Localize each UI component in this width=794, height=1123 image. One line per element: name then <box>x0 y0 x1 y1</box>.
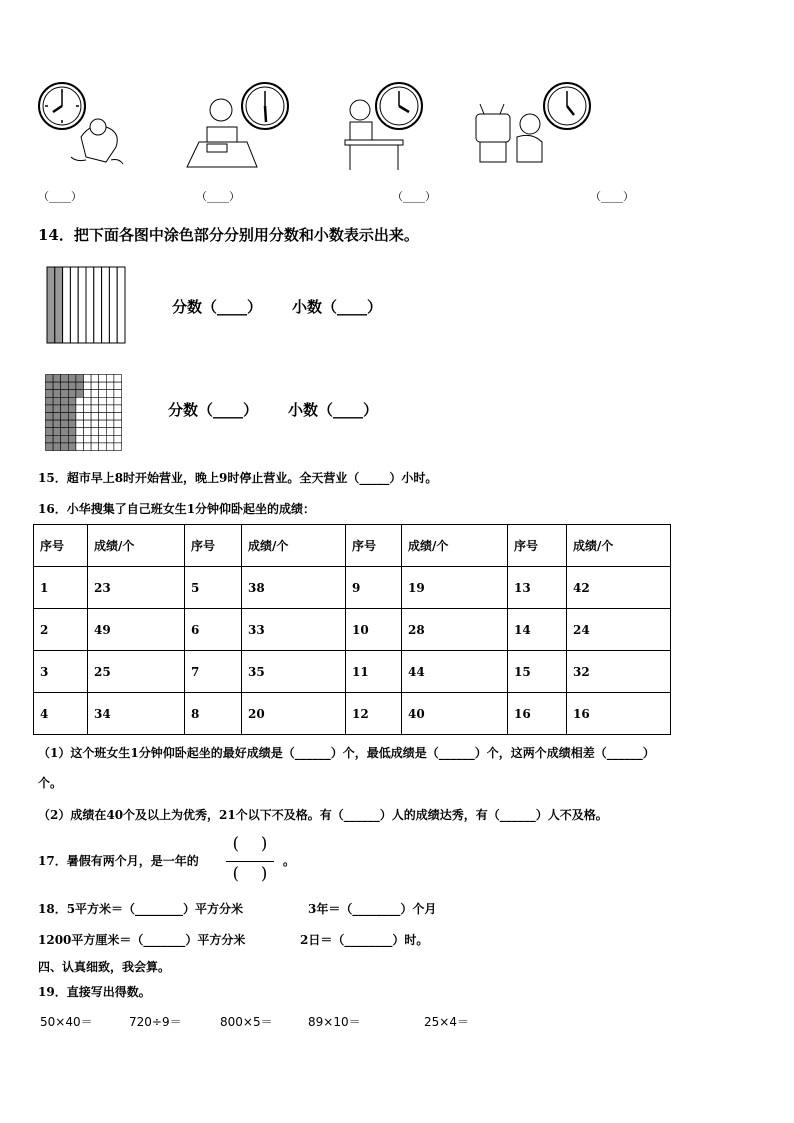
q17-text: 17．暑假有两个月，是一年的 <box>38 854 199 868</box>
grid-cell <box>84 428 92 436</box>
table-row <box>34 567 671 609</box>
grid-cell <box>114 382 122 390</box>
shaded-grid-cell <box>68 375 76 383</box>
grid-figure <box>45 374 123 452</box>
grid-cell <box>99 435 107 443</box>
q19-item[interactable]: 89×10＝ <box>308 1015 361 1029</box>
q16-sub1-line2: 个。 <box>38 776 63 790</box>
q16-title: 16．小华搜集了自己班女生1分钟仰卧起坐的成绩： <box>38 502 316 516</box>
q16-sub2[interactable]: （2）成绩在40个及以上为优秀，21个以下不及格。有（______）人的成绩达秀，有（______）人不及格。 <box>38 808 608 822</box>
clock-answer-3[interactable]: （____） <box>392 190 436 203</box>
strip <box>102 267 110 343</box>
q17-numerator[interactable]: ( ) <box>232 834 268 854</box>
shaded-grid-cell <box>53 413 61 421</box>
table-cell: 8 <box>185 693 242 735</box>
grid-cell <box>76 413 84 421</box>
shaded-grid-cell <box>53 435 61 443</box>
table-cell: 40 <box>402 693 508 735</box>
table-cell: 38 <box>242 567 346 609</box>
table-cell: 10 <box>346 609 402 651</box>
header-cell: 成绩/个 <box>88 525 185 567</box>
q14-row1-fraction[interactable]: 分数（____） <box>172 298 263 316</box>
shaded-grid-cell <box>61 390 69 398</box>
clock-picture-3 <box>340 82 430 172</box>
grid-cell <box>84 413 92 421</box>
shaded-grid-cell <box>68 405 76 413</box>
grid-cell <box>84 390 92 398</box>
q19-item[interactable]: 800×5＝ <box>220 1015 273 1029</box>
grid-cell <box>106 413 114 421</box>
table-cell: 35 <box>242 651 346 693</box>
q14-row1-decimal[interactable]: 小数（____） <box>292 298 383 316</box>
shaded-grid-cell <box>61 428 69 436</box>
grid-cell <box>76 435 84 443</box>
shaded-strips-figure <box>46 266 126 344</box>
grid-cell <box>91 390 99 398</box>
grid-cell <box>114 443 122 451</box>
shaded-grid-cell <box>68 443 76 451</box>
shaded-grid-cell <box>46 428 54 436</box>
q17-end: 。 <box>283 854 296 868</box>
table-cell: 34 <box>88 693 185 735</box>
header-cell: 序号 <box>185 525 242 567</box>
strip <box>117 267 125 343</box>
shaded-grid-cell <box>46 382 54 390</box>
grid-cell <box>99 405 107 413</box>
grid-cell <box>106 390 114 398</box>
grid-cell <box>84 435 92 443</box>
strip <box>78 267 86 343</box>
shaded-grid-cell <box>53 382 61 390</box>
table-cell: 12 <box>346 693 402 735</box>
shaded-grid-cell <box>61 435 69 443</box>
shaded-grid-cell <box>53 390 61 398</box>
q17-fraction[interactable] <box>222 834 278 890</box>
table-header-row <box>34 525 671 567</box>
grid-cell <box>76 420 84 428</box>
grid-cell <box>106 375 114 383</box>
header-cell: 序号 <box>508 525 567 567</box>
strip <box>94 267 102 343</box>
table-cell: 33 <box>242 609 346 651</box>
grid-cell <box>106 397 114 405</box>
shaded-grid-cell <box>68 382 76 390</box>
grid-cell <box>99 420 107 428</box>
clock-picture-1 <box>36 82 136 172</box>
q19-items <box>40 1013 500 1033</box>
shaded-grid-cell <box>53 428 61 436</box>
table-cell: 32 <box>567 651 671 693</box>
table-cell: 42 <box>567 567 671 609</box>
grid-cell <box>114 375 122 383</box>
table-cell: 20 <box>242 693 346 735</box>
header-cell: 成绩/个 <box>242 525 346 567</box>
table-cell: 23 <box>88 567 185 609</box>
grid-cell <box>106 420 114 428</box>
grid-cell <box>91 397 99 405</box>
shaded-grid-cell <box>61 397 69 405</box>
grid-cell <box>114 390 122 398</box>
shaded-grid-cell <box>76 390 84 398</box>
grid-cell <box>114 420 122 428</box>
grid-cell <box>106 443 114 451</box>
grid-cell <box>106 405 114 413</box>
shaded-grid-cell <box>53 405 61 413</box>
q18-line2-b[interactable]: 2日＝（________）时。 <box>300 933 429 947</box>
table-cell: 1 <box>34 567 88 609</box>
shaded-grid-cell <box>68 413 76 421</box>
clock-icon <box>340 82 430 172</box>
q18-line2-a[interactable]: 1200平方厘米＝（_______）平方分米 <box>38 933 246 947</box>
grid-cell <box>106 382 114 390</box>
shaded-grid-cell <box>46 443 54 451</box>
shaded-grid-cell <box>68 428 76 436</box>
grid-cell <box>84 397 92 405</box>
grid-cell <box>99 375 107 383</box>
strip-figure <box>46 266 126 344</box>
clock-icon <box>472 82 594 172</box>
grid-cell <box>99 382 107 390</box>
grid-cell <box>114 435 122 443</box>
q14-row2-decimal[interactable]: 小数（____） <box>288 401 379 419</box>
grid-cell <box>84 405 92 413</box>
shaded-grid-cell <box>46 390 54 398</box>
header-cell: 成绩/个 <box>567 525 671 567</box>
shaded-grid-cell <box>61 443 69 451</box>
fraction-bar <box>226 861 274 862</box>
grid-cell <box>114 428 122 436</box>
table-cell: 28 <box>402 609 508 651</box>
q19-item[interactable]: 50×40＝ <box>40 1015 93 1029</box>
shaded-grid-cell <box>68 390 76 398</box>
shaded-grid-cell <box>53 375 61 383</box>
table-cell: 19 <box>402 567 508 609</box>
grid-cell <box>91 382 99 390</box>
shaded-grid-figure <box>45 374 123 452</box>
grid-cell <box>76 443 84 451</box>
q18-line1-b[interactable]: 3年＝（________）个月 <box>308 902 437 916</box>
table-cell: 2 <box>34 609 88 651</box>
scores-table <box>33 524 671 735</box>
table-cell: 24 <box>567 609 671 651</box>
table-cell: 25 <box>88 651 185 693</box>
table-cell: 13 <box>508 567 567 609</box>
grid-cell <box>99 397 107 405</box>
q18-line1-a[interactable]: 18．5平方米＝（________）平方分米 <box>38 902 244 916</box>
section4-heading: 四、认真细致，我会算。 <box>38 960 171 974</box>
grid-cell <box>76 405 84 413</box>
grid-cell <box>99 413 107 421</box>
clock-answer-1[interactable]: （____） <box>38 190 82 203</box>
shaded-grid-cell <box>68 420 76 428</box>
clock-picture-4 <box>472 82 594 172</box>
q19-item[interactable]: 25×4＝ <box>424 1015 469 1029</box>
clock-icon <box>36 82 136 172</box>
shaded-strip <box>55 267 63 343</box>
q14-row2-fraction[interactable]: 分数（____） <box>168 401 259 419</box>
table-row <box>34 609 671 651</box>
grid-cell <box>91 435 99 443</box>
table-cell: 14 <box>508 609 567 651</box>
grid-cell <box>91 413 99 421</box>
grid-cell <box>91 405 99 413</box>
table-cell: 6 <box>185 609 242 651</box>
grid-cell <box>99 428 107 436</box>
strip <box>109 267 117 343</box>
header-cell: 序号 <box>346 525 402 567</box>
table-cell: 16 <box>567 693 671 735</box>
q19-item[interactable]: 720÷9＝ <box>129 1015 182 1029</box>
table-cell: 9 <box>346 567 402 609</box>
grid-cell <box>84 443 92 451</box>
q14-title: 14．把下面各图中涂色部分分别用分数和小数表示出来。 <box>38 226 419 244</box>
table-row <box>34 651 671 693</box>
shaded-grid-cell <box>53 443 61 451</box>
grid-cell <box>91 428 99 436</box>
q15-text: 15．超市早上8时开始营业，晚上9时停止营业。全天营业（_____）小时。 <box>38 471 438 485</box>
table-cell: 3 <box>34 651 88 693</box>
grid-cell <box>99 443 107 451</box>
shaded-grid-cell <box>61 382 69 390</box>
shaded-grid-cell <box>53 397 61 405</box>
shaded-grid-cell <box>76 375 84 383</box>
table-cell: 16 <box>508 693 567 735</box>
shaded-grid-cell <box>46 413 54 421</box>
shaded-strip <box>47 267 55 343</box>
table-cell: 11 <box>346 651 402 693</box>
table-cell: 7 <box>185 651 242 693</box>
shaded-grid-cell <box>68 435 76 443</box>
clock-icon <box>185 82 295 172</box>
shaded-grid-cell <box>46 375 54 383</box>
grid-cell <box>76 428 84 436</box>
grid-cell <box>84 382 92 390</box>
shaded-grid-cell <box>61 413 69 421</box>
grid-cell <box>91 375 99 383</box>
table-cell: 15 <box>508 651 567 693</box>
clock-answer-4[interactable]: （____） <box>590 190 634 203</box>
table-cell: 4 <box>34 693 88 735</box>
shaded-grid-cell <box>76 382 84 390</box>
grid-cell <box>84 375 92 383</box>
shaded-grid-cell <box>46 397 54 405</box>
strip <box>70 267 78 343</box>
grid-cell <box>106 435 114 443</box>
table-cell: 44 <box>402 651 508 693</box>
grid-cell <box>91 420 99 428</box>
table-row <box>34 693 671 735</box>
q16-sub1-line1[interactable]: （1）这个班女生1分钟仰卧起坐的最好成绩是（______）个，最低成绩是（______）个，这两个成绩相差（______） <box>38 746 655 760</box>
grid-cell <box>114 413 122 421</box>
grid-cell <box>114 405 122 413</box>
shaded-grid-cell <box>68 397 76 405</box>
grid-cell <box>76 397 84 405</box>
shaded-grid-cell <box>61 405 69 413</box>
shaded-grid-cell <box>46 435 54 443</box>
shaded-grid-cell <box>46 405 54 413</box>
grid-cell <box>106 428 114 436</box>
header-cell: 序号 <box>34 525 88 567</box>
clock-picture-2 <box>185 82 295 172</box>
grid-cell <box>91 443 99 451</box>
header-cell: 成绩/个 <box>402 525 508 567</box>
q17-denominator[interactable]: ( ) <box>232 864 268 884</box>
strip <box>63 267 71 343</box>
shaded-grid-cell <box>53 420 61 428</box>
clock-answer-2[interactable]: （____） <box>196 190 240 203</box>
shaded-grid-cell <box>61 375 69 383</box>
shaded-grid-cell <box>46 420 54 428</box>
grid-cell <box>99 390 107 398</box>
strip <box>86 267 94 343</box>
table-cell: 49 <box>88 609 185 651</box>
grid-cell <box>114 397 122 405</box>
grid-cell <box>84 420 92 428</box>
shaded-grid-cell <box>61 420 69 428</box>
q19-title: 19．直接写出得数。 <box>38 985 151 999</box>
table-cell: 5 <box>185 567 242 609</box>
